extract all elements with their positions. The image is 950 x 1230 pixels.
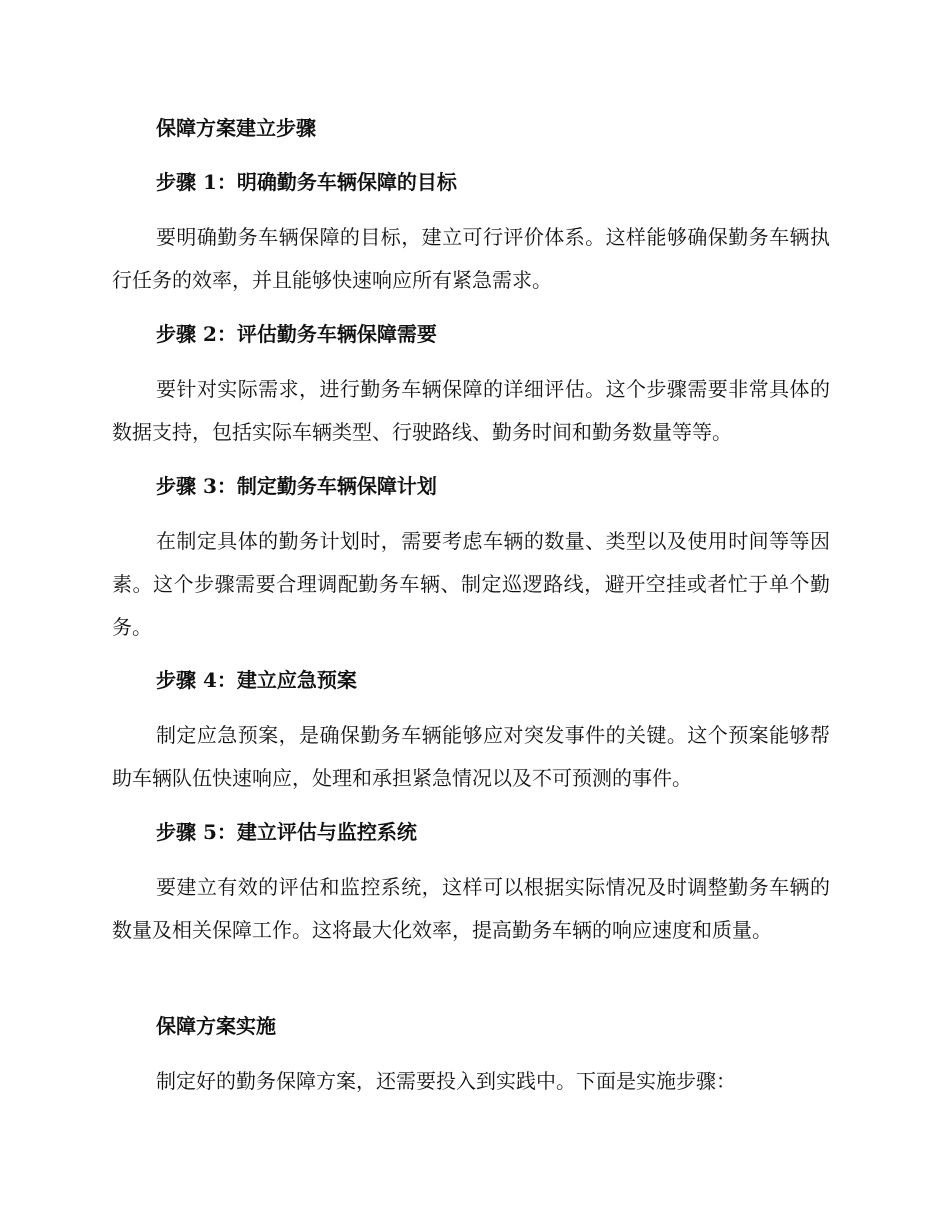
step-3-heading: 步骤 3：制定勤务车辆保障计划: [156, 474, 437, 498]
step-1-paragraph: 要明确勤务车辆保障的目标，建立可行评价体系。这样能够确保勤务车辆执行任务的效率，并且能够快速响应所有紧急需求。: [112, 225, 830, 292]
section-heading-implementation: 保障方案实施: [156, 1014, 276, 1038]
step-4-heading: 步骤 4：建立应急预案: [156, 668, 357, 692]
step-2-paragraph: 要针对实际需求，进行勤务车辆保障的详细评估。这个步骤需要非常具体的数据支持，包括实际车辆类型、行驶路线、勤务时间和勤务数量等等。: [112, 377, 830, 444]
step-5-paragraph: 要建立有效的评估和监控系统，这样可以根据实际情况及时调整勤务车辆的数量及相关保障工作。这将最大化效率，提高勤务车辆的响应速度和质量。: [112, 875, 830, 942]
step-4-paragraph: 制定应急预案，是确保勤务车辆能够应对突发事件的关键。这个预案能够帮助车辆队伍快速响应，处理和承担紧急情况以及不可预测的事件。: [112, 723, 830, 790]
step-3-paragraph: 在制定具体的勤务计划时，需要考虑车辆的数量、类型以及使用时间等等因素。这个步骤需要合理调配勤务车辆、制定巡逻路线，避开空挂或者忙于单个勤务。: [112, 529, 830, 639]
implementation-paragraph: 制定好的勤务保障方案，还需要投入到实践中。下面是实施步骤：: [156, 1069, 736, 1093]
section-heading-scheme-steps: 保障方案建立步骤: [156, 116, 316, 140]
step-1-heading: 步骤 1：明确勤务车辆保障的目标: [156, 170, 457, 194]
step-5-heading: 步骤 5：建立评估与监控系统: [156, 820, 417, 844]
step-2-heading: 步骤 2：评估勤务车辆保障需要: [156, 322, 437, 346]
